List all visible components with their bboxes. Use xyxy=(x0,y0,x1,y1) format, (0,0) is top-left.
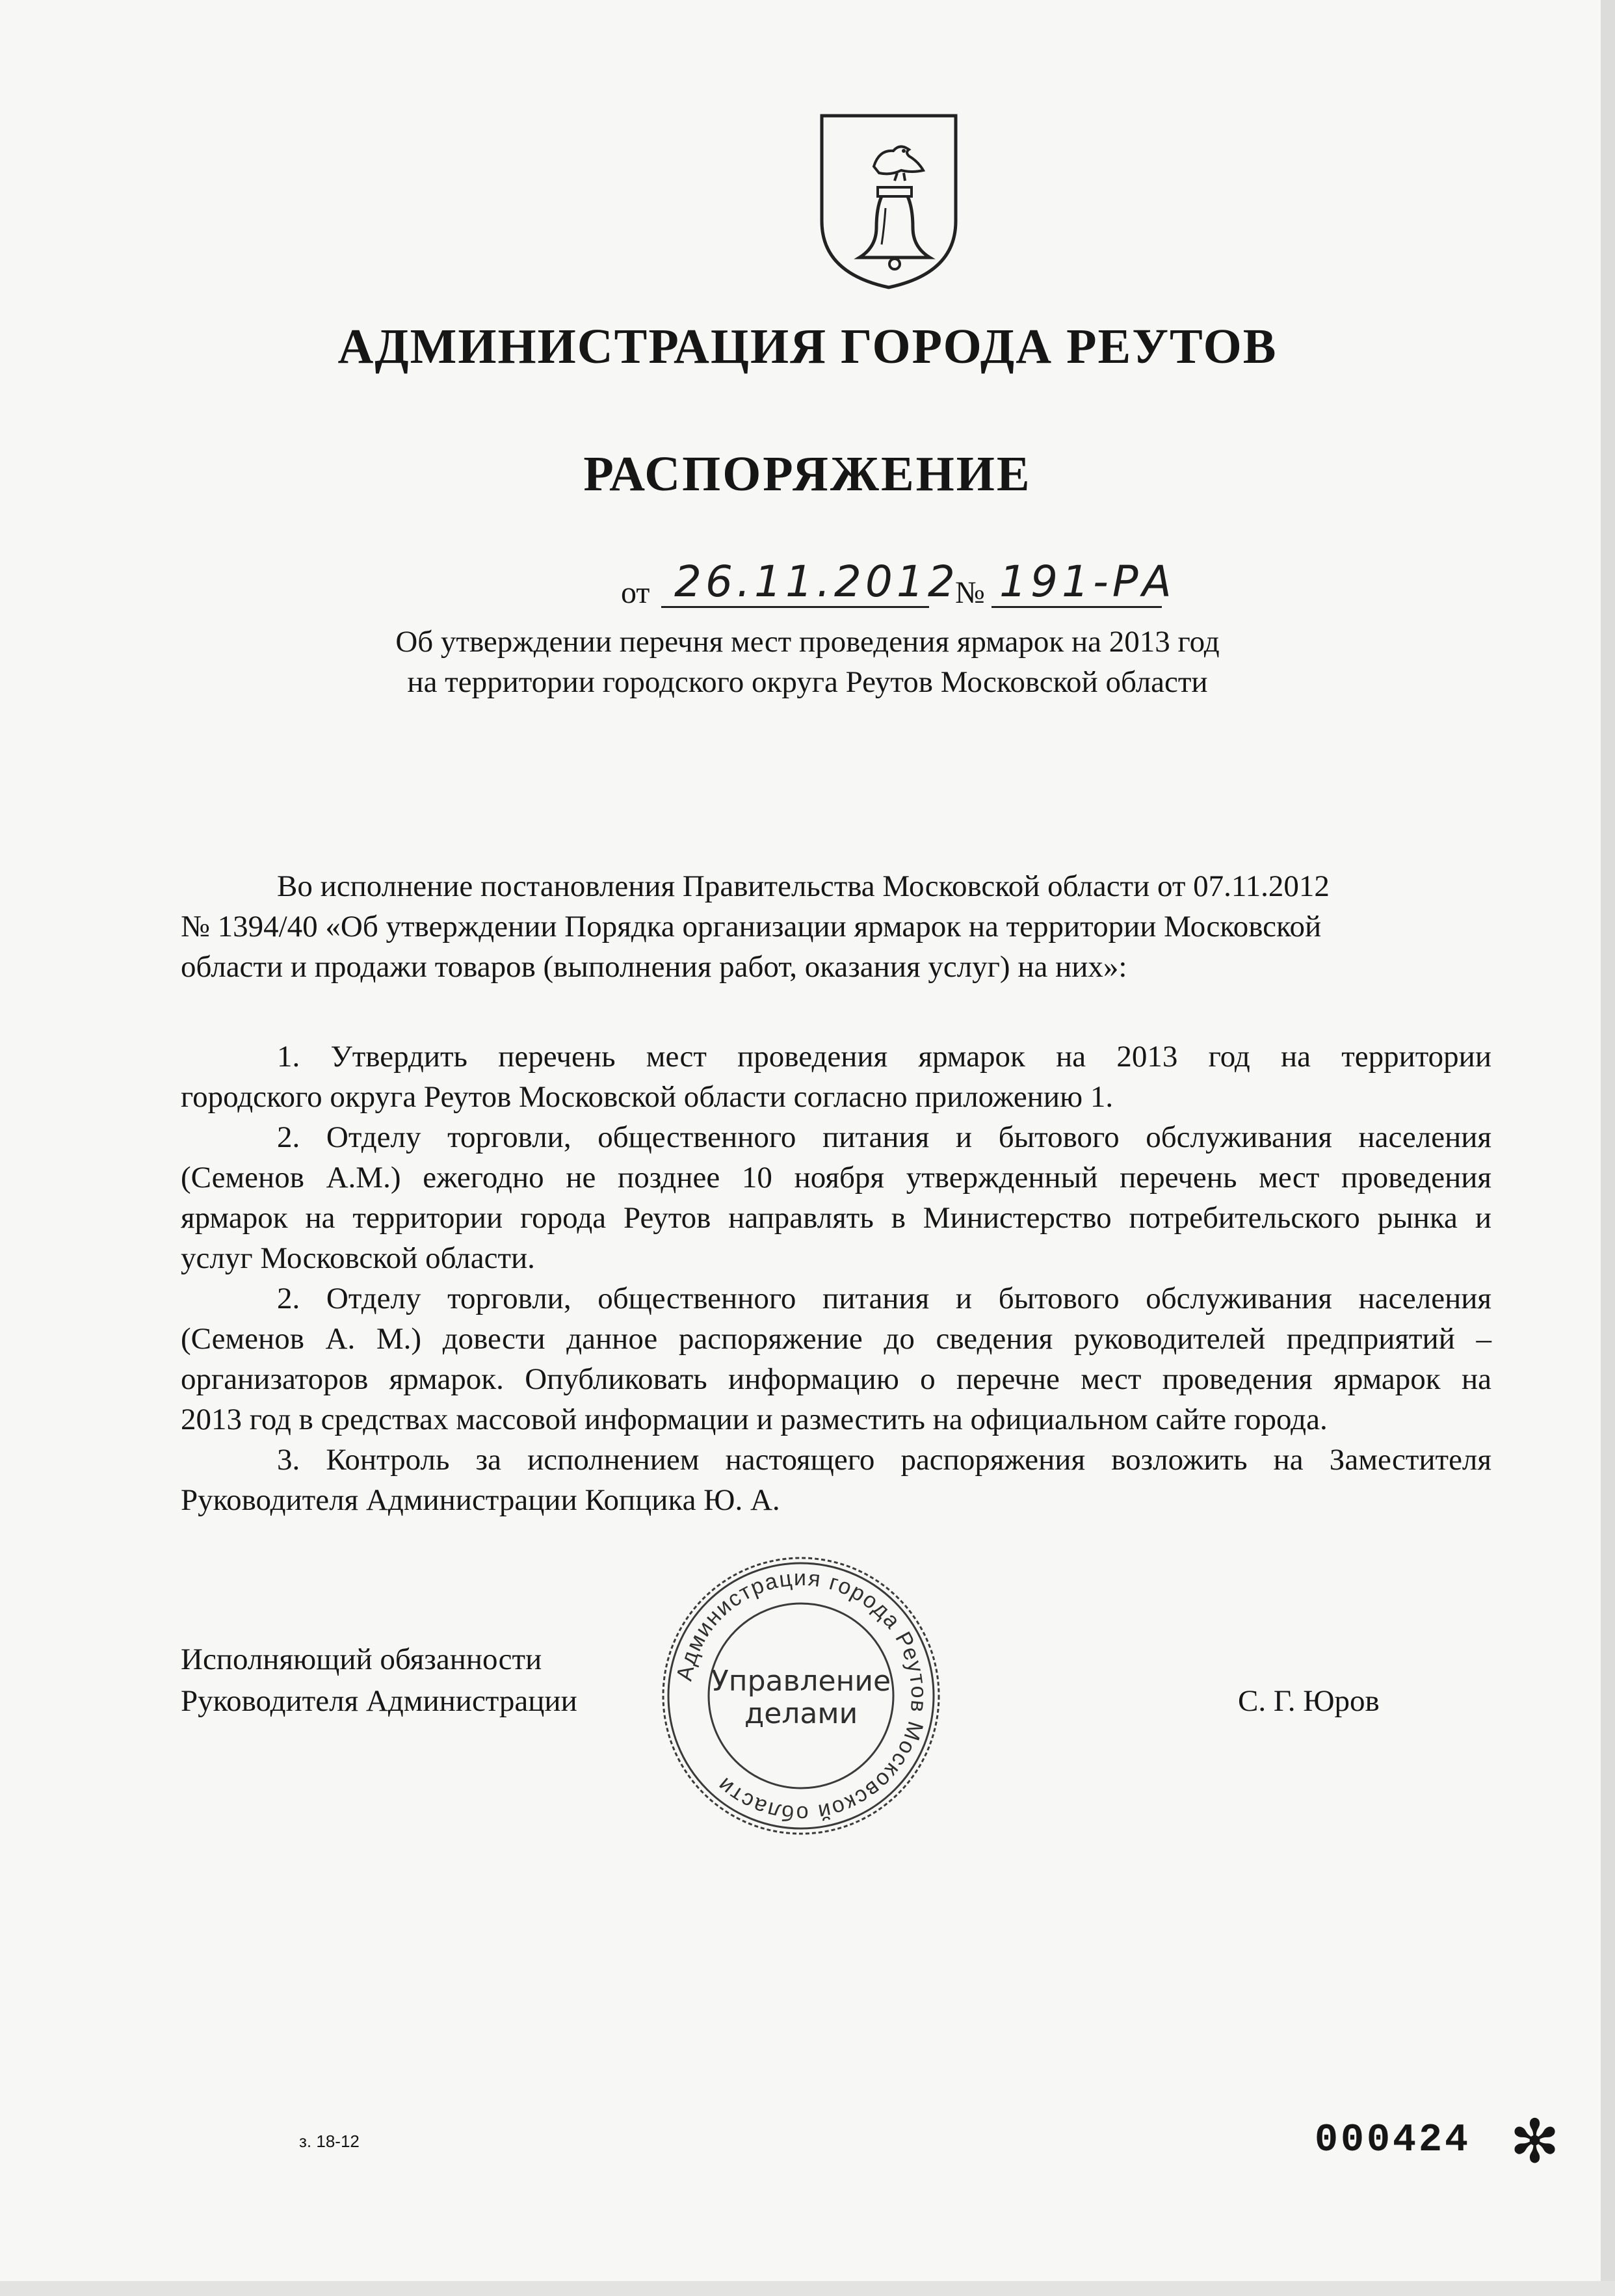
date-underline xyxy=(661,606,929,608)
stamp-inner-line: делами xyxy=(744,1697,858,1730)
text-line: услуг Московской области. xyxy=(181,1241,535,1275)
document-subject xyxy=(0,622,1615,702)
text-line: № 1394/40 «Об утверждении Порядка организации ярмарок на территории Московской xyxy=(181,910,1322,943)
position-line: Исполняющий обязанности xyxy=(181,1643,542,1676)
position-line: Руководителя Администрации xyxy=(181,1684,577,1718)
item-2b xyxy=(181,1278,1491,1440)
document-type-title: РАСПОРЯЖЕНИЕ xyxy=(583,447,1032,501)
official-stamp xyxy=(658,1553,944,1839)
date-number-line xyxy=(621,557,1206,611)
signatory-name: С. Г. Юров xyxy=(1238,1684,1380,1718)
text-line: (Семенов А.М.) ежегодно не позднее 10 ноября утвержденный перечень мест проведения xyxy=(181,1161,1491,1194)
number-underline xyxy=(991,606,1162,608)
asterisk-mark: ✻ xyxy=(1510,2107,1560,2176)
item-3 xyxy=(181,1440,1491,1520)
text-line: 1. Утвердить перечень мест проведения ярмарок на 2013 год на территории xyxy=(277,1040,1491,1074)
text-line: (Семенов А. М.) довести данное распоряжение до сведения руководителей предприятий – xyxy=(181,1322,1491,1356)
item-1 xyxy=(181,1036,1491,1117)
text-line: 2. Отделу торговли, общественного питания и бытового обслуживания населения xyxy=(277,1282,1491,1315)
organization-title: АДМИНИСТРАЦИЯ ГОРОДА РЕУТОВ xyxy=(337,319,1278,374)
serial-number: 000424 xyxy=(1315,2118,1471,2163)
subject-line: Об утверждении перечня мест проведения ярмарок на 2013 год xyxy=(395,625,1220,659)
stamp-inner-line: Управление xyxy=(711,1665,891,1698)
from-label: от xyxy=(621,575,650,610)
text-line: Руководителя Администрации Копцика Ю. А. xyxy=(181,1483,780,1517)
number-label: № xyxy=(955,575,985,610)
text-line: организаторов ярмарок. Опубликовать информацию о перечне мест проведения ярмарок на xyxy=(181,1362,1491,1396)
handwritten-number: 191-РА xyxy=(999,557,1175,607)
text-line: ярмарок на территории города Реутов направлять в Министерство потребительского рынка и xyxy=(181,1201,1491,1235)
form-code: з. 18-12 xyxy=(299,2131,360,2151)
text-line: 2013 год в средствах массовой информации и разместить на официальном сайте города. xyxy=(181,1403,1328,1436)
preamble-paragraph xyxy=(181,866,1491,987)
text-line: Во исполнение постановления Правительства Московской области от 07.11.2012 xyxy=(277,869,1330,903)
coat-of-arms-icon xyxy=(814,111,964,293)
subject-line: на территории городского округа Реутов Московской области xyxy=(407,665,1208,699)
scan-edge-bottom xyxy=(0,2281,1615,2296)
text-line: 3. Контроль за исполнением настоящего распоряжения возложить на Заместителя xyxy=(277,1443,1491,1477)
stamp-outer-text: Администрация города Реутов Московской области xyxy=(672,1565,932,1827)
text-line: городского округа Реутов Московской области согласно приложению 1. xyxy=(181,1080,1114,1114)
text-line: 2. Отделу торговли, общественного питания и бытового обслуживания населения xyxy=(277,1120,1491,1154)
signatory-position xyxy=(181,1639,577,1722)
item-2 xyxy=(181,1117,1491,1278)
text-line: области и продажи товаров (выполнения работ, оказания услуг) на них»: xyxy=(181,950,1127,984)
handwritten-date: 26.11.2012 xyxy=(674,557,959,607)
